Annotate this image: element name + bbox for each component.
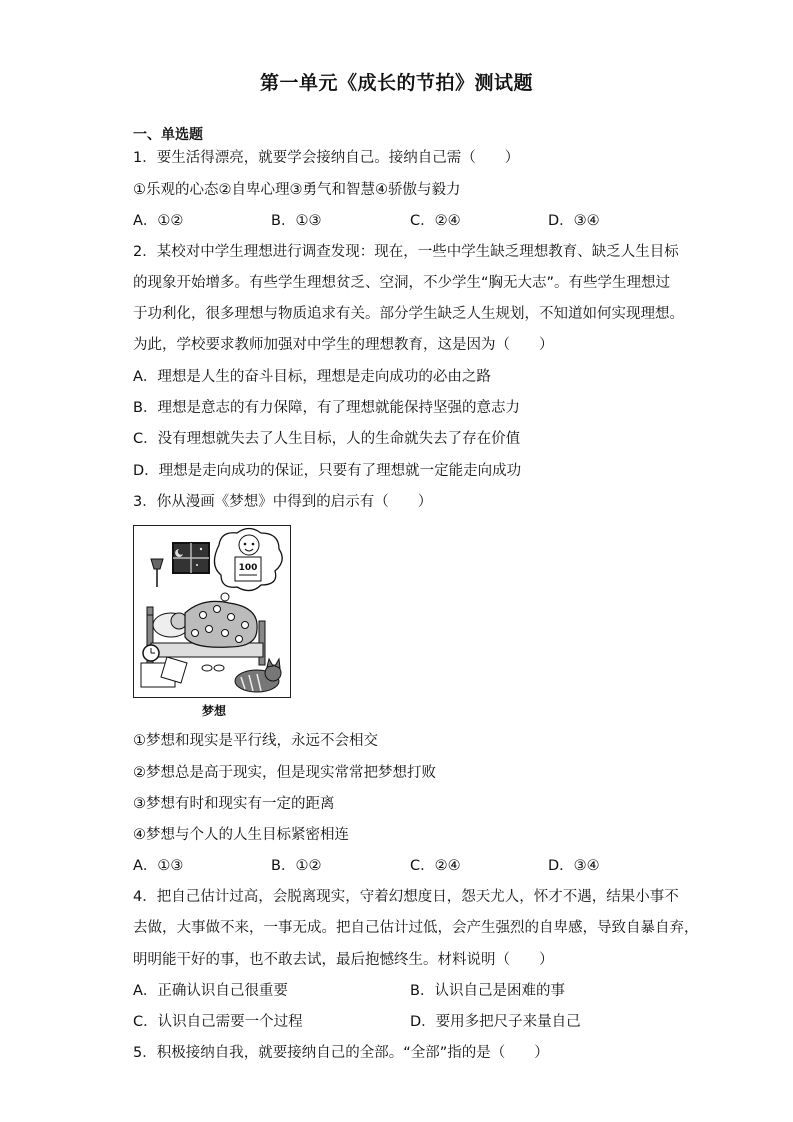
- q3-item: ②梦想总是高于现实，但是现实常常把梦想打败: [133, 765, 436, 781]
- q3-option-a[interactable]: A．①③: [133, 858, 184, 874]
- q1-option-c[interactable]: C．②④: [410, 213, 461, 229]
- q4-option-c[interactable]: C．认识自己需要一个过程: [133, 1014, 303, 1030]
- q2-option-a[interactable]: A．理想是人生的奋斗目标，理想是走向成功的必由之路: [133, 369, 491, 385]
- dream-cartoon-image: [133, 525, 291, 700]
- q2-stem-line: 2．某校对中学生理想进行调查发现：现在，一些中学生缺乏理想教育、缺乏人生目标: [133, 244, 679, 260]
- q3-item: ③梦想有时和现实有一定的距离: [133, 796, 335, 812]
- q3-item: ①梦想和现实是平行线，永远不会相交: [133, 733, 378, 749]
- q2-stem-line: 为此，学校要求教师加强对中学生的理想教育，这是因为（ ）: [133, 337, 554, 353]
- q3-stem: 3．你从漫画《梦想》中得到的启示有（ ）: [133, 494, 433, 510]
- dream-cartoon-figure: [133, 525, 291, 700]
- q1-option-d[interactable]: D．③④: [548, 213, 600, 229]
- dream-score-100: 100: [238, 563, 258, 573]
- figure-caption: 梦想: [202, 704, 227, 718]
- section-heading: 一、单选题: [133, 127, 203, 143]
- q4-option-a[interactable]: A．正确认识自己很重要: [133, 983, 288, 999]
- q4-options-row: [133, 1012, 693, 1032]
- q2-option-c[interactable]: C．没有理想就失去了人生目标，人的生命就失去了存在价值: [133, 431, 521, 447]
- q1-options: [133, 211, 693, 231]
- q5-stem: 5．积极接纳自我，就要接纳自己的全部。“全部”指的是（ ）: [133, 1045, 549, 1061]
- q4-option-d[interactable]: D．要用多把尺子来量自己: [410, 1014, 581, 1030]
- q2-stem-line: 于功利化，很多理想与物质追求有关。部分学生缺乏人生规划，不知道如何实现理想。: [133, 306, 684, 322]
- q4-stem-line: 4．把自己估计过高，会脱离现实，守着幻想度日，怨天尤人，怀才不遇，结果小事不: [133, 889, 679, 905]
- q1-option-b[interactable]: B．①③: [271, 213, 322, 229]
- q4-options-row: [133, 981, 693, 1001]
- q4-stem-line: 明明能干好的事，也不敢去试，最后抱憾终生。材料说明（ ）: [133, 952, 554, 968]
- q3-item: ④梦想与个人的人生目标紧密相连: [133, 827, 349, 843]
- q1-items: ①乐观的心态②自卑心理③勇气和智慧④骄傲与毅力: [133, 182, 461, 198]
- q3-option-c[interactable]: C．②④: [410, 858, 461, 874]
- q2-stem-line: 的现象开始增多。有些学生理想贫乏、空洞，不少学生“胸无大志”。有些学生理想过: [133, 275, 671, 291]
- q1-stem: 1．要生活得漂亮，就要学会接纳自己。接纳自己需（ ）: [133, 150, 520, 166]
- q4-stem-line: 去做，大事做不来，一事无成。把自己估计过低，会产生强烈的自卑感，导致自暴自弃，: [133, 920, 699, 936]
- q3-options: [133, 856, 693, 876]
- page-title: 第一单元《成长的节拍》测试题: [259, 72, 533, 94]
- q3-option-b[interactable]: B．①②: [271, 858, 322, 874]
- q2-option-b[interactable]: B．理想是意志的有力保障，有了理想就能保持坚强的意志力: [133, 400, 520, 416]
- q2-option-d[interactable]: D．理想是走向成功的保证，只要有了理想就一定能走向成功: [133, 463, 522, 479]
- q3-option-d[interactable]: D．③④: [548, 858, 600, 874]
- q1-option-a[interactable]: A．①②: [133, 213, 184, 229]
- q4-option-b[interactable]: B．认识自己是困难的事: [410, 983, 565, 999]
